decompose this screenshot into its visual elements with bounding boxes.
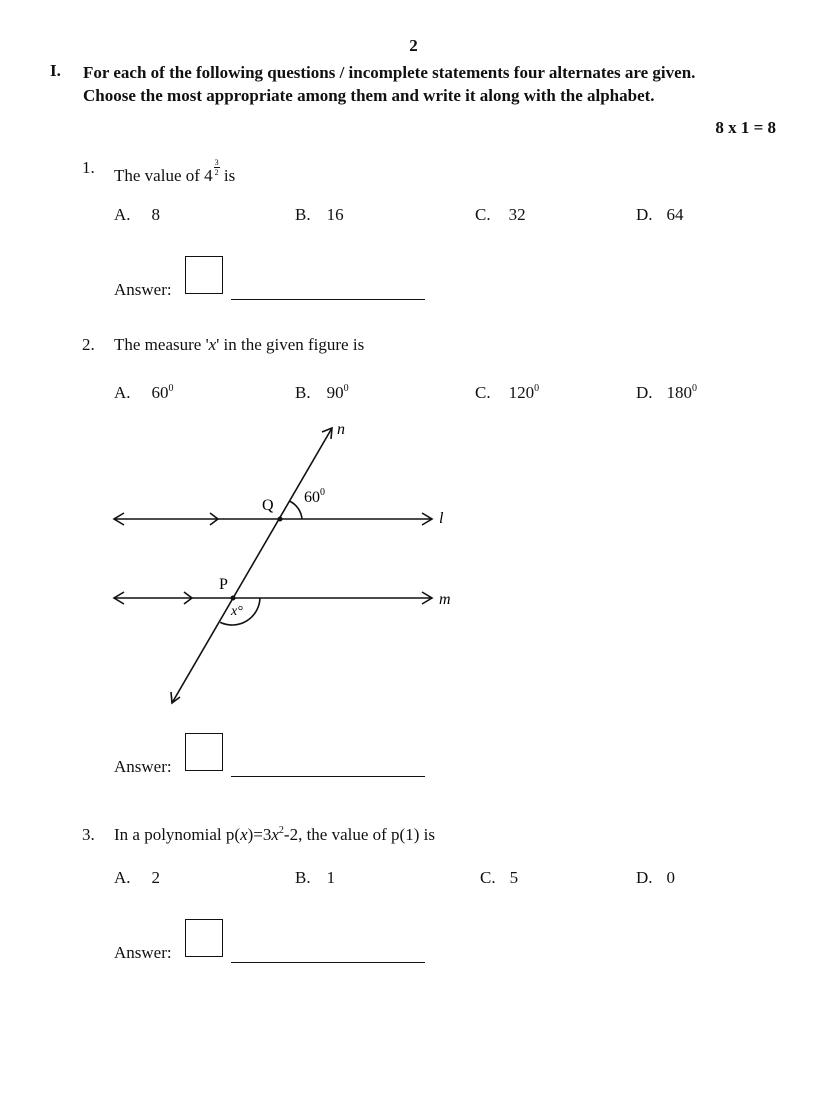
line-n-transversal <box>172 428 332 703</box>
q1-answer-box[interactable] <box>185 256 223 294</box>
label-n: n <box>337 421 345 438</box>
q1-answer-line[interactable] <box>231 299 425 300</box>
section-number: I. <box>50 61 61 80</box>
q3-answer-line[interactable] <box>231 962 425 963</box>
label-l: l <box>439 510 444 527</box>
q2-option-d: D. $180^0$ <box>636 383 698 402</box>
q2-answer-label: Answer: <box>114 757 172 776</box>
question-1-text: The value of 4 $\frac{3}{2}$ is <box>114 158 236 185</box>
q1-option-b: B. 16 <box>295 205 344 224</box>
page-number: 2 <box>409 36 418 55</box>
q3-option-c: C. 5 <box>480 868 519 887</box>
parallel-lines-figure <box>100 415 480 715</box>
q2-option-b: B. $90^0$ <box>295 383 349 402</box>
question-2-number: 2. <box>82 335 95 354</box>
q1-answer-label: Answer: <box>114 280 172 299</box>
q2-answer-line[interactable] <box>231 776 425 777</box>
label-p: P <box>219 576 228 593</box>
point-p <box>231 596 236 601</box>
question-3-number: 3. <box>82 825 95 844</box>
instruction-line-2: Choose the most appropriate among them and write it along with the alphabet. <box>83 86 655 105</box>
q2-option-a: A. $60^0$ <box>114 383 174 402</box>
question-2-text: The measure 'x' in the given figure is <box>114 335 365 354</box>
label-q: Q <box>262 497 274 514</box>
q3-answer-label: Answer: <box>114 943 172 962</box>
q3-answer-box[interactable] <box>185 919 223 957</box>
q2-answer-box[interactable] <box>185 733 223 771</box>
label-m: m <box>439 591 451 608</box>
q1-option-a: A. 8 <box>114 205 161 224</box>
q3-option-a: A. 2 <box>114 868 161 887</box>
marks-scheme: 8 x 1 = 8 <box>715 118 776 137</box>
question-3-text: In a polynomial $p(x)=3x^2-2$, the value of p(1) is <box>114 825 435 844</box>
q3-option-b: B. 1 <box>295 868 336 887</box>
q3-option-d: D. 0 <box>636 868 676 887</box>
point-q <box>278 517 283 522</box>
angle-x-label: x° <box>231 604 243 619</box>
angle-60-label: $60^0$ <box>304 487 325 506</box>
q1-option-d: D. 64 <box>636 205 684 224</box>
question-1-number: 1. <box>82 158 95 177</box>
q1-option-c: C. 32 <box>475 205 526 224</box>
instruction-line-1: For each of the following questions / incomplete statements four alternates are given. <box>83 63 696 82</box>
q2-option-c: C. $120^0$ <box>475 383 540 402</box>
angle-60-arc <box>290 501 302 519</box>
exponent-fraction: $\frac{3}{2}$ <box>214 158 219 177</box>
section-instructions <box>83 61 695 107</box>
